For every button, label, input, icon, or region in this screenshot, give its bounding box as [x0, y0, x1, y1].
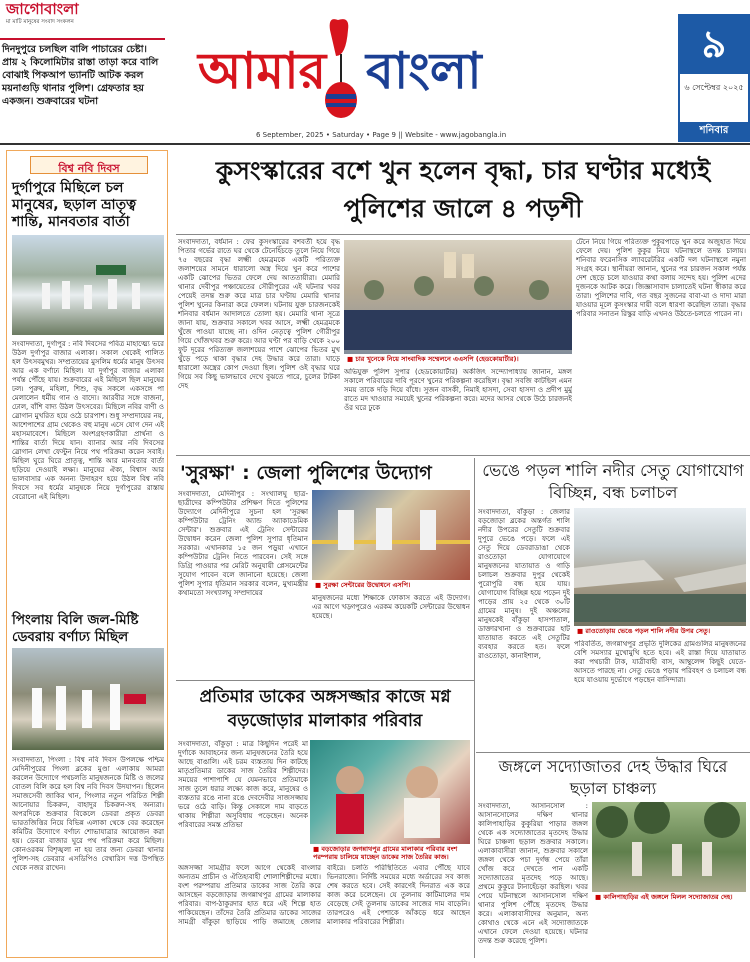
jago-logo: জাগোবাংলা: [6, 0, 79, 18]
title-left: আমার: [198, 42, 327, 100]
durgapur-rally-photo: [12, 235, 164, 335]
lead-body-col2: অভিযুক্ত পুলিশ সুপার (হেডকোয়ার্টার) অর্কজিৎ সন্দ্যোপাধ্যায় জানান, মঙ্গল সকালে পরিবারের দাবি পূরণে খুনের পরিকল্পনা করেছিল। বৃদ্ধা সবজি কাটছিল এমন সময় তাকে দড়ি দিয়ে বাঁধে। সুজন বাসকী, নিমাই হাসদা, সেবা হাসদা ও প্রদীপ মুর্মু রাতে মদ খাওয়ার সময়েই খুনের পরিকল্পনা করে। মদের আসর থেকে উঠে চারজনই ওঁর ঘরে ঢুকে: [344, 368, 572, 412]
ektara-icon: [316, 14, 366, 126]
durgapur-headline: দুর্গাপুরে মিছিলে চল মানুষের, ছড়াল ভ্রাতৃত্ব শান্তি, মানবতার বার্তা: [12, 180, 137, 230]
bridge-photo-caption: ■ রাওতোড়ায় ভেঙে পড়ল শালি নদীর উপর সেতু।: [574, 626, 746, 636]
broken-bridge-icon: [574, 508, 746, 622]
lead-body-col3: টেনে নিয়ে গিয়ে পরিত্যক্ত পুকুরপাড়ে খুন করে অজুহাত দিয়ে ফেলে দেয়। পুলিশ কুকুর নিয়ে ঘটনাস্থলে তদন্ত চালায়। শনিবার ফরেনসিক ল্যাবরেটরির একটি দল ঘটনাস্থলে নমুনা সংগ্রহ করে। স্থানীয়রা জানান, খুনের পর চারজন সকাল পর্যন্ত দেশ ছেড়ে চলে যাওয়ার কথা বলায় সন্দেহ হয়। পুলিশ এদের দুজনকে আটক করে। জিজ্ঞাসাবাদ চালাতেই ঘটনা স্বীকার করে তারা। পুলিশের দাবি, গত বছর সুজনের বাবা-মা ও দাদা মারা যাওয়ার মূলে কুসংস্কার দায়ী বলে ধারণা করেছিল তারা। বৃদ্ধার পরিবার সনাতন রিস্কুর বাড়ি এখনও উঠতে-চলতে পারেন না।: [576, 238, 746, 318]
forest-people-icon: [592, 802, 746, 888]
bridge-body2: পরিবর্তিত, জগন্নাথপুর প্রভৃতি দুলিকের গ্রামগুলির মানুষজনের বেশি সমস্যার মুখোমুখি হতে হবে। এই রাস্তা দিয়ে যাতায়াত করা পথচারী টাক, যাত্রীবাহী বাস, আম্বুলেন্স কিছুই যেতে-আসতে পারছে না। সেতু ভেঙে পড়ায় পরিবহণ ও চলাচল বন্ধ হয়ে যাওয়ায় দুর্ভোগে পড়ছেন বাসিন্দারা।: [574, 640, 746, 684]
date-bengali: ৬ সেপ্টেম্বর ২০২৫: [684, 83, 744, 92]
artisan-photo-caption: ■ বড়জোড়ার জগন্নাথপুর গ্রামের মালাকার পরিবার বংশ পরম্পরায় চালিয়ে যাচ্ছেন ডাকের সাজ তৈরির কাজ।: [310, 844, 470, 862]
artisan-photo: [310, 740, 470, 862]
jago-logo-box: [0, 0, 110, 38]
day-bengali: শনিবার: [699, 125, 729, 136]
title-right: বাংলা: [366, 42, 482, 100]
suraksha-photo: [312, 490, 470, 590]
lead-press-photo: [344, 240, 572, 364]
lead-photo-caption: ■ চার খুনেকে নিয়ে সাংবাদিক সম্মেলনে এএসপি (হেডকোয়ার্টার)।: [344, 354, 572, 364]
page-number: ৯: [701, 22, 727, 66]
pingla-rally-photo: [12, 648, 164, 750]
dateline: 6 September, 2025 • Saturday • Page 9 || Website - www.jagobangla.in: [256, 131, 507, 139]
forest-photo-caption: ■ কালিপাহাড়ির এই জঙ্গলে মিলল সদ্যোজাতর দেহ।: [592, 892, 746, 902]
kicker-text: বিশ্ব নবি দিবস: [58, 162, 120, 175]
date-box: [678, 14, 750, 142]
lead-body-col1: সংবাদদাতা, বর্ধমান : ফের কুসংস্কারের বশবর্তী হয়ে বৃদ্ধ পিতার গর্ভের রাতে ঘর থেকে টেনেহিঁচড়ে তুলে নিয়ে গিয়ে ৭৫ বছরের বৃদ্ধা লক্ষ্মী হেমব্রমকে একটি পরিত্যক্ত জলাশয়ের সামনে ধারালো অস্ত্র দিয়ে খুন করে পাশের একটি ঝোপের ভিতর ফেলে দেয় আততায়ীরা। মেমারি থানার দেবীপুর পঞ্চায়েতের সৌরীপুরের এই ঘটনার খবর পেয়েই তদন্ত শুরু করে মাত্র চার ঘণ্টায় মেমারি থানার পুলিশ খুনের কিনারা করে ফেলল। ঘটনায় যুক্ত চারজনকেই শনিবার বর্ধমান আদালতে তোলা হয়। মেমারি থানা সূত্রে জানা যায়, শুক্রবার সকালে খবর আসে, লক্ষ্মী হেমব্রমকে খুঁজে পাওয়া যাচ্ছে না। ওদিন নেতৃত্বে পুলিশ গৌরীপুর গিয়ে খোঁজখবর শুরু করে। আর ঘণ্টা পর বাড়ি থেকে ২০০ ফুট দূরের পরিত্যক্ত জলাশয়ের পাশে ঝোপের ভিতর মুখ থুঁড়ে পড়ে থাকা বৃদ্ধার দেহ উদ্ধার করে তারা। ঘাড়ে ধারালো অস্ত্রের কোপ দেওয়া ছিল। পুলিশ ওই বৃদ্ধার ঘরে গিয়ে সব কিছু ভালভাবে দেখে বুঝতে পারে, চুলের টাটকা দেহ: [178, 238, 340, 390]
suraksha-body2: মানুষজনের মধ্যে শিক্ষাকে ফোকাস করতে এই উদ্যোগ। এর আগে খড়্গপুরেও এরকম কয়েকটি সেন্টারের উদ্বোধন হয়েছে।: [312, 594, 470, 620]
pingla-figures-icon: [12, 648, 164, 750]
teaser-text: দিনদুপুরে চলছিল বালি পাচারের চেষ্টা। প্রায় ২ কিলোমিটার রাস্তা তাড়া করে বালি বোঝাই পিকআপ ভ্যানটি আটক করল ময়নাগুড়ি থানার পুলিশ। গ্রেফতার হয় একজন। শুক্রবারের ঘটনা: [2, 44, 159, 107]
masthead-rule: [0, 143, 750, 145]
forest-photo: [592, 802, 746, 902]
bridge-headline: ভেঙে পড়ল শালি নদীর সেতু যোগাযোগ বিচ্ছিন্ন, বন্ধ চলাচল: [482, 461, 744, 502]
artisan-body: সংবাদদাতা, বাঁকুড়া : মাত্র কিছুদিন পরেই মা দুর্গাকে আবাহনের জন্য মানুষজনের তৈরি হয়ে আছে বাঙালি। এই চরম ব্যস্ততায় দিন কাটছে মাতৃপ্রতিমার ডাকের সাজ তৈরির শিল্পীদের। সময়ের পাশাপাশি যে যেমনভাবে প্রতিমাকে সাজ তুলে ধরার লক্ষ্যে কাজ করে, মানুষের ও ব্যস্ততার রঙে নানা রঙে দেবদেবীর সাজসজ্জায় ভরে ওঠে বাড়ি। কিন্তু সেকালে দাম বাড়তে থাকায় শিল্পীরা অসুবিধায় পড়েছেন। অনেক পরিবারের সমস্ত প্রতিভা: [178, 740, 308, 829]
rally-figures-icon: [12, 235, 164, 335]
artisan-craft-icon: [310, 740, 470, 844]
ribbon-cutting-icon: [312, 490, 470, 580]
forest-headline: জঙ্গলে সদ্যোজাতর দেহ উদ্ধার ঘিরে ছড়াল চাঞ্চল্য: [498, 757, 728, 798]
press-meet-icon: [344, 240, 572, 350]
bridge-body: সংবাদদাতা, বাঁকুড়া : জেলার বড়জোড়া ব্লকের অন্তর্গত শালি নদীর উপরের সেতুটি শুক্রবার দুপুরে ভেঙে পড়ে। ফলে এই সেতু দিয়ে ডেবরাডাঙা থেকে রাওতোড়া যোগাযোগে মানুষজনের যাতায়াত ও গাড়ি চলাচল শুক্রবার দুপুর থেকেই পুরোপুরি বন্ধ হয়ে যায়। যোগাযোগ বিচ্ছিন্ন হয়ে পড়েন দুই পাড়ের প্রায় ২৫ থেকে ৩০টি গ্রামের মানুষ। দুই অঞ্চলের মানুষকেই বাঁকুড়া হাসপাতাল, ডাক্তারখানা ও শুক্রবারের হাট যাতায়াত করতে এই সেতুটির ব্যবহার করতে হত। ফলে রাওতোড়া, কানাইশাল,: [478, 508, 570, 660]
pingla-body: সংবাদদাতা, পিংলা : বিশ্ব নবি দিবস উপলক্ষে পশ্চিম মেদিনীপুরের পিংলা ব্লকের মুণ্ডা এলাকায় আমরা করলেন উদ্যোগে পথচলতি মানুষজনকে মিষ্টি ও জলের বোতল বিলি করে হল বিশ্ব নবি দিবস উদযাপন। ছিলেন সমাজসেবী জাকির খান, পিংলার নতুন পরিচিত শিল্পী আনোয়ার চিকরুন, বাহাদুর চিকরুন-সহ অন্যরা। অপরদিকে শুক্রবার বিকেলে ডেবরা প্রকৃত ডেবরা ভারতজিত্তির নিয়ে বিভিন্ন এলাকা থেকে বের করেছেন কমিটির উদ্যোগে বর্ণাঢ্য শোভাযাত্রার আয়োজন করা হয়। ডেবরা বাজার ঘুরে পথ পরিক্রমা করে মিছিল। কোনওরকম বিশৃঙ্খলা না হয় তার জন্য ডেবরা থানার পুলিশ-সহ ডেবরার এসডিপিও বেথারিস দত্ত উপস্থিত থেকে নজর রাখেন।: [12, 756, 164, 872]
lead-headline: কুসংস্কারের বশে খুন হলেন বৃদ্ধা, চার ঘণ্টার মধ্যেই পুলিশের জালে ৪ পড়শী: [215, 156, 711, 223]
lead-rule: [176, 234, 750, 235]
suraksha-body: সংবাদদাতা, মেদিনীপুর : সংখ্যালঘু ছাত্র-ছাত্রীদের কম্পিউটার প্রশিক্ষণ দিতে পুলিশের উদ্যোগে মেদিনীপুরে সুচনা হল 'সুরক্ষা কম্পিউটার ট্রেনিং অ্যান্ড অ্যাকাডেমিক সেন্টার'। শুক্রবার এই ট্রেনিং সেন্টারের উদ্বোধন করেন জেলা পুলিশ সুপার ধৃতিমান সরকার। এখানকার ১৫ জন পড়ুয়া এখানে কম্পিউটার ট্রেনিং নিতে পারবেন। সেই সঙ্গে ডিগ্রি পাওয়ার পর মেরিট অনুযায়ী প্লেসমেন্টের সুযোগ পাবেন বলে জানানো হয়েছে। জেলা পুলিশ সুপার ধৃতিমান সরকার বলেন, মুখ্যমন্ত্রীর কথামতো সংখ্যালঘু সম্প্রদায়ের: [178, 490, 308, 597]
lead-bottom-rule: [176, 455, 750, 456]
artisan-headline: প্রতিমার ডাকের অঙ্গসজ্জার কাজে মগ্ন বড়জোড়ার মালাকার পরিবার: [199, 687, 451, 731]
masthead-title: [198, 40, 580, 120]
bridge-photo: [574, 508, 746, 636]
pingla-headline: পিংলায় বিলি জল-মিষ্টি ডেবরায় বর্ণাঢ্য মিছিল: [12, 612, 139, 645]
artisan-body2: অঙ্গসজ্জা সামগ্রীর ফলে আগে থেকেই বাংলার অন্যতম প্রাচীন ও ঐতিহ্যবাহী শোলাশিল্পীদের মধ্যে। বংশ পরম্পরায় প্রতিমার ডাকের সাজ তৈরি করে আসছেন বড়জোড়ার জগন্নাথপুর গ্রামের মালাকার পরিবার। বাপ-ঠাকুরদার হাত ধরে এই শিল্পে হাত পাকিয়েছেন। তাঁদের তৈরি প্রতিমার ডাকের সাজের সামগ্রী বাঁকুড়া ছাড়িয়ে পাড়ি জমাচ্ছে জেলার বাইরে। চলতি পরিস্থিতিতে এবার পৌঁছে যাবে ভিনরাজ্যে। নির্দিষ্ট সময়ের মধ্যে অর্ডারের সব কাজ শেষ করতে হবে। সেই কারণেই দিনরাত এক করে কাজ করে চলেছেন। যে তুলনায় কাটিমালের দাম বেড়েছে সেই তুলনায় ডাকের সাজের দাম বাড়েনি। তারপরেও এই পেশাকে আঁকড়ে ধরে আছেন মালাকার পরিবারের শিল্পীরা।: [178, 864, 470, 926]
teaser-box: [0, 38, 165, 138]
nabi-kicker: [30, 156, 148, 174]
suraksha-headline: 'সুরক্ষা' : জেলা পুলিশের উদ্যোগ: [180, 462, 432, 484]
forest-body: সংবাদদাতা, আসানসোল : আসানসোলের দক্ষিণ থানার কালিপাহাড়ির কুকুরিয়া পাড়ার জঙ্গল থেকে এক সদ্যোজাতের মৃতদেহ উদ্ধার ঘিরে চাঞ্চল্য ছড়াল শুক্রবার সকালে। এলাকাবাসীরা জানান, শুক্রবার সকালে জঙ্গল থেকে পচা দুর্গন্ধ পেয়ে তাঁরা খোঁজ করে দেখতে পান একটি সদ্যোজাতের মৃতদেহ পড়ে আছে। প্রথমে কুকুরে টানাহেঁচড়া করছিল। খবর পেয়ে ঘটনাস্থলে আসানসোল দক্ষিণ থানার পুলিশ পৌঁছে মৃতদেহ উদ্ধার করে। এলাকাবাসীদের অনুমান, অন্য কোথাও থেকে এনে এই সদ্যোজাতকে এখানে ফেলে দেওয়া হয়েছে। ঘটনার তদন্ত শুরু করেছে পুলিশ।: [478, 802, 588, 945]
forest-rule: [476, 752, 750, 753]
jago-tagline: মা মাটি মানুষের সংবাদ সংকলন: [6, 19, 74, 25]
suraksha-photo-caption: ■ সুরক্ষা সেন্টারের উদ্বোধনে এসপি।: [312, 580, 470, 590]
forest-body2: [592, 904, 746, 958]
durgapur-body: সংবাদদাতা, দুর্গাপুর : নবি দিবসের পবিত্র মাহাত্ম্যে ভরে উঠল দুর্গাপুর বাজার এলাকা। সকাল থেকেই পালিত হল উৎসবমুখর। সম্প্রতায়ের মুসলিম ধর্মের মানুষ উৎসব আর এক বর্ণাঢ্য মিছিল। যা দুর্গাপুর বাজার এলাকা পর্যন্ত পৌঁছে যায়। শুক্রবারের এই মিছিলে ছিল মানুষের ঢল। পুরুষ, মহিলা, শিশু, বৃদ্ধ সকলে একসঙ্গে পা মেলালেন ধর্মীয় গান ও বাদ্যে। আরবীর সঙ্গে বাজনা, ঢোল, বাঁশি বাদ্য উঠল উৎসবের। মিছিলে নবির বাণী ও স্লোগান মুখরিত হয়ে ওঠে চারপাশ। শুধু সম্প্রদায়ের নয়, আশেপাশের গ্রাম থেকেও বহু মানুষ এসে যোগ দেন এই মহাসমাবেশে। মিছিলে অংশগ্রহণকারীরা প্রার্থনা ও শান্তির বার্তা দিয়ে যান। ব্যানার আর নবি দিবসের স্লোগান লেখা ফেস্টুন নিয়ে পথ পরিক্রমা করেন সবাই। মিছিল ঘুরে ঘিরে প্রাতৃত্ব, শান্তি আর মানবতার বার্তা ছড়িয়ে দেওয়াই লক্ষ্য। মানুষের ঐক্য, বিশ্বাস আর ভালবাসার এক অনন্য উদাহরণ হয়ে উঠল বিশ্ব নবি দিবসে সব ধর্মের মানুষকে নিয়ে দুর্গাপুরের রাস্তায় বেরোনো এই মিছিল।: [12, 340, 164, 501]
mid-rule: [176, 680, 474, 681]
column-divider: [474, 458, 475, 958]
